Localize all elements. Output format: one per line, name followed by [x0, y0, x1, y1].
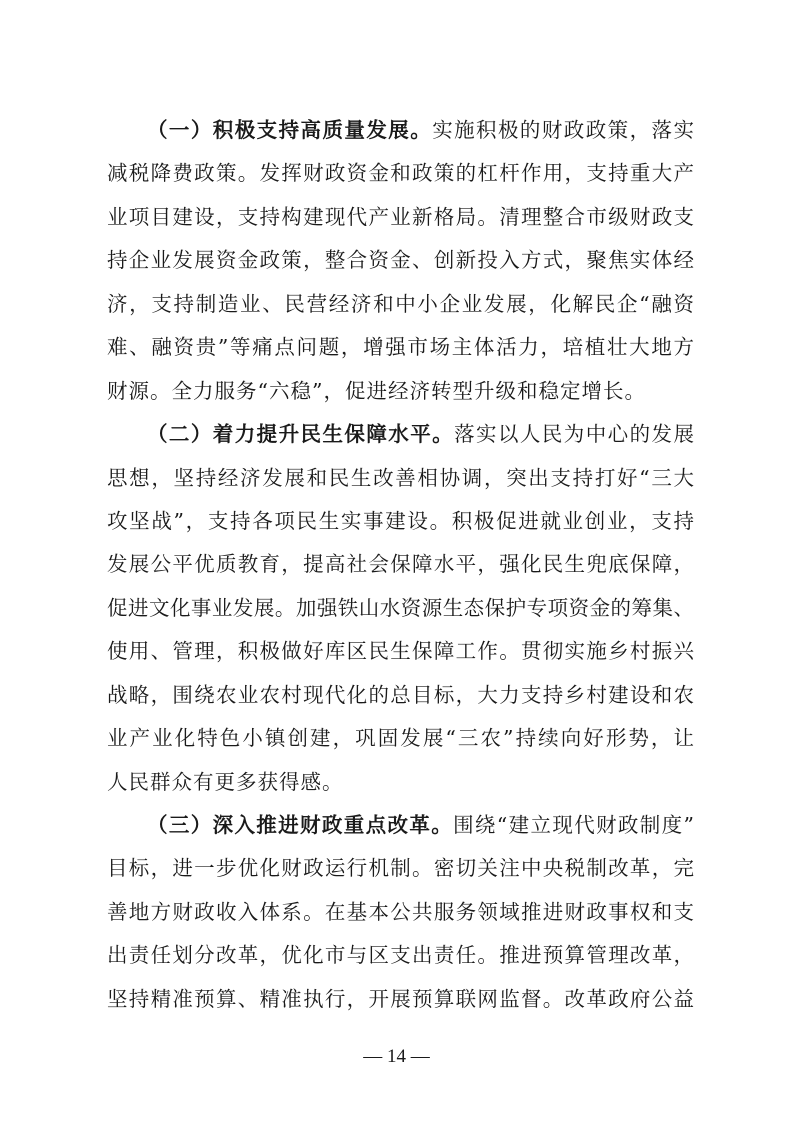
line-text: 围绕“建立现代财政制度” — [453, 813, 694, 837]
paragraph-1-line: 济，支持制造业、民营经济和中小企业发展，化解民企“融资 — [107, 291, 694, 316]
paragraph-2-line: 攻坚战”，支持各项民生实事建设。积极促进就业创业，支持 — [107, 508, 694, 533]
paragraph-3-line: 出责任划分改革，优化市与区支出责任。推进预算管理改革， — [107, 943, 694, 968]
paragraph-2-line: 业产业化特色小镇创建，巩固发展“三农”持续向好形势，让 — [107, 726, 694, 751]
paragraph-1-line: 业项目建设，支持构建现代产业新格局。清理整合市级财政支 — [107, 204, 694, 229]
paragraph-1-line: 减税降费政策。发挥财政资金和政策的杠杆作用，支持重大产 — [107, 161, 694, 186]
paragraph-2-line: 使用、管理，积极做好库区民生保障工作。贯彻实施乡村振兴 — [107, 639, 694, 664]
paragraph-2-line: 促进文化事业发展。加强铁山水资源生态保护专项资金的筹集、 — [107, 595, 694, 620]
paragraph-3-line — [107, 804, 694, 847]
line-text: 实施积极的财政政策，落实 — [432, 118, 694, 142]
paragraph-2-line: 战略，围绕农业农村现代化的总目标，大力支持乡村建设和农 — [107, 682, 694, 707]
paragraph-3-line: 坚持精准预算、精准执行，开展预算联网监督。改革政府公益 — [107, 986, 694, 1011]
paragraph-3-line: 目标，进一步优化财政运行机制。密切关注中央税制改革，完 — [107, 856, 694, 881]
paragraph-2-line: 发展公平优质教育，提高社会保障水平，强化民生兜底保障， — [107, 552, 694, 577]
section-heading: （二）着力提升民生保障水平。 — [147, 422, 455, 447]
section-heading: （三）深入推进财政重点改革。 — [147, 813, 454, 837]
paragraph-2-line: 思想，坚持经济发展和民生改善相协调，突出支持打好“三大 — [107, 465, 694, 490]
page-number: — 14 — — [363, 1046, 430, 1067]
section-heading: （一）积极支持高质量发展。 — [147, 118, 433, 142]
paragraph-1-line: 持企业发展资金政策，整合资金、创新投入方式，聚焦实体经 — [107, 248, 694, 273]
paragraph-3-line: 善地方财政收入体系。在基本公共服务领域推进财政事权和支 — [107, 899, 694, 924]
line-text: 落实以人民为中心的发展 — [454, 422, 694, 447]
paragraph-2-line: 人民群众有更多获得感。 — [107, 769, 344, 794]
paragraph-1-line — [107, 109, 694, 152]
paragraph-2-line — [107, 413, 694, 456]
document-body — [107, 109, 694, 1021]
paragraph-1-line: 财源。全力服务“六稳”，促进经济转型升级和稳定增长。 — [107, 378, 646, 403]
paragraph-1-line: 难、融资贵”等痛点问题，增强市场主体活力，培植壮大地方 — [107, 335, 694, 360]
